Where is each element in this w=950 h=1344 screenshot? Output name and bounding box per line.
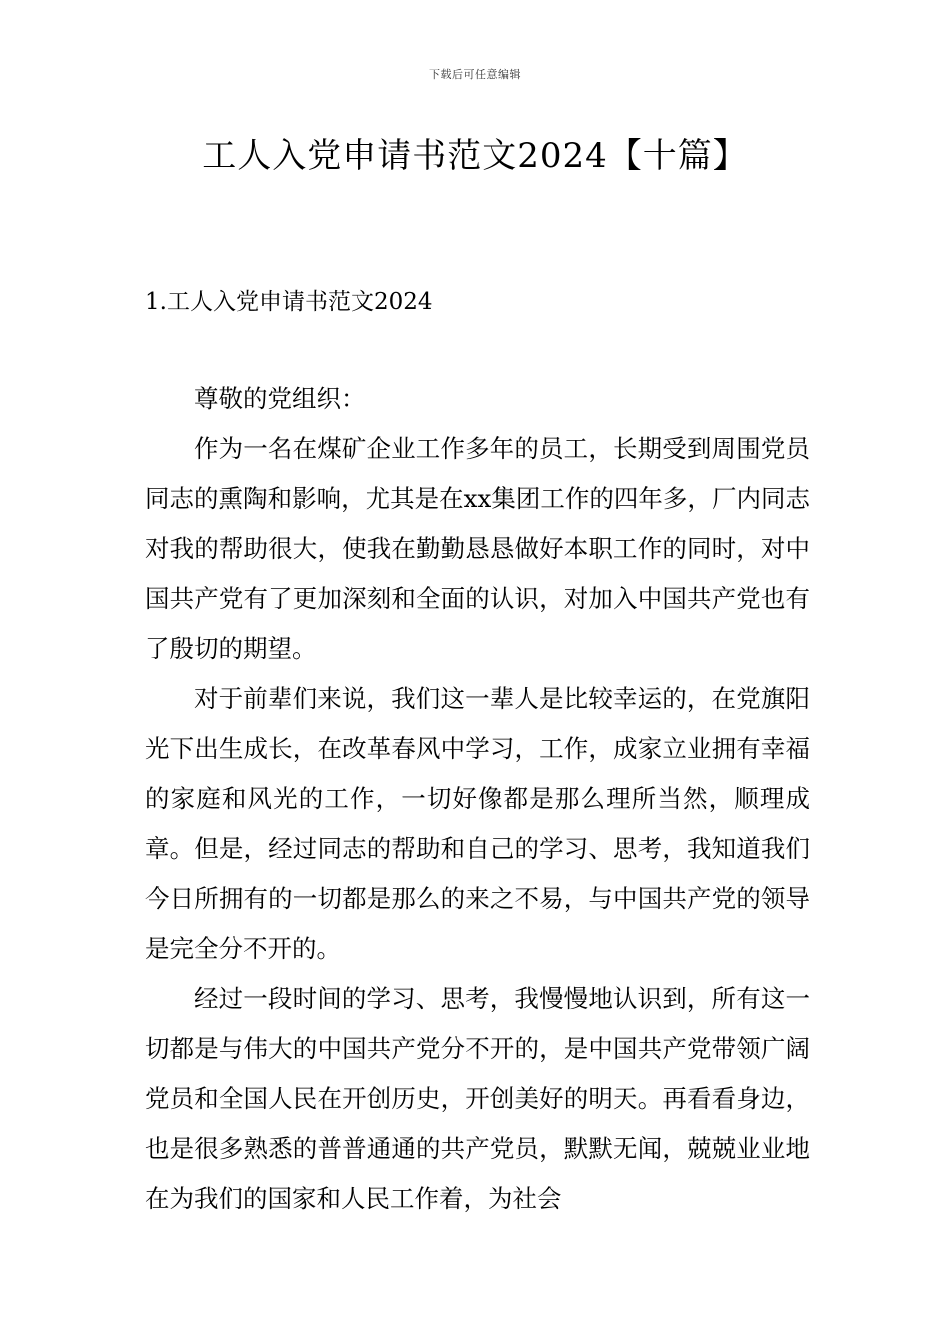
document-title: 工人入党申请书范文2024【十篇】 [202, 136, 748, 176]
salutation: 尊敬的党组织： [194, 384, 366, 413]
letter-body [145, 374, 810, 1224]
paragraph: 作为一名在煤矿企业工作多年的员工，长期受到周围党员同志的熏陶和影响，尤其是在xx集团工作的四年多，厂内同志对我的帮助很大，使我在勤勤恳恳做好本职工作的同时，对中国共产党有了更加深刻和全面的认识，对加入中国共产党也有了殷切的期望。 [145, 434, 810, 663]
section-heading: 1.工人入党申请书范文2024 [145, 289, 433, 315]
paragraph: 对于前辈们来说，我们这一辈人是比较幸运的，在党旗阳光下出生成长，在改革春风中学习，工作，成家立业拥有幸福的家庭和风光的工作，一切好像都是那么理所当然，顺理成章。但是，经过同志的帮助和自己的学习、思考，我知道我们今日所拥有的一切都是那么的来之不易，与中国共产党的领导是完全分不开的。 [145, 684, 810, 963]
paragraph: 经过一段时间的学习、思考，我慢慢地认识到，所有这一切都是与伟大的中国共产党分不开的，是中国共产党带领广阔党员和全国人民在开创历史，开创美好的明天。再看看身边，也是很多熟悉的普普通通的共产党员，默默无闻，兢兢业业地在为我们的国家和人民工作着，为社会 [145, 984, 810, 1213]
header-note: 下载后可任意编辑 [429, 68, 521, 81]
